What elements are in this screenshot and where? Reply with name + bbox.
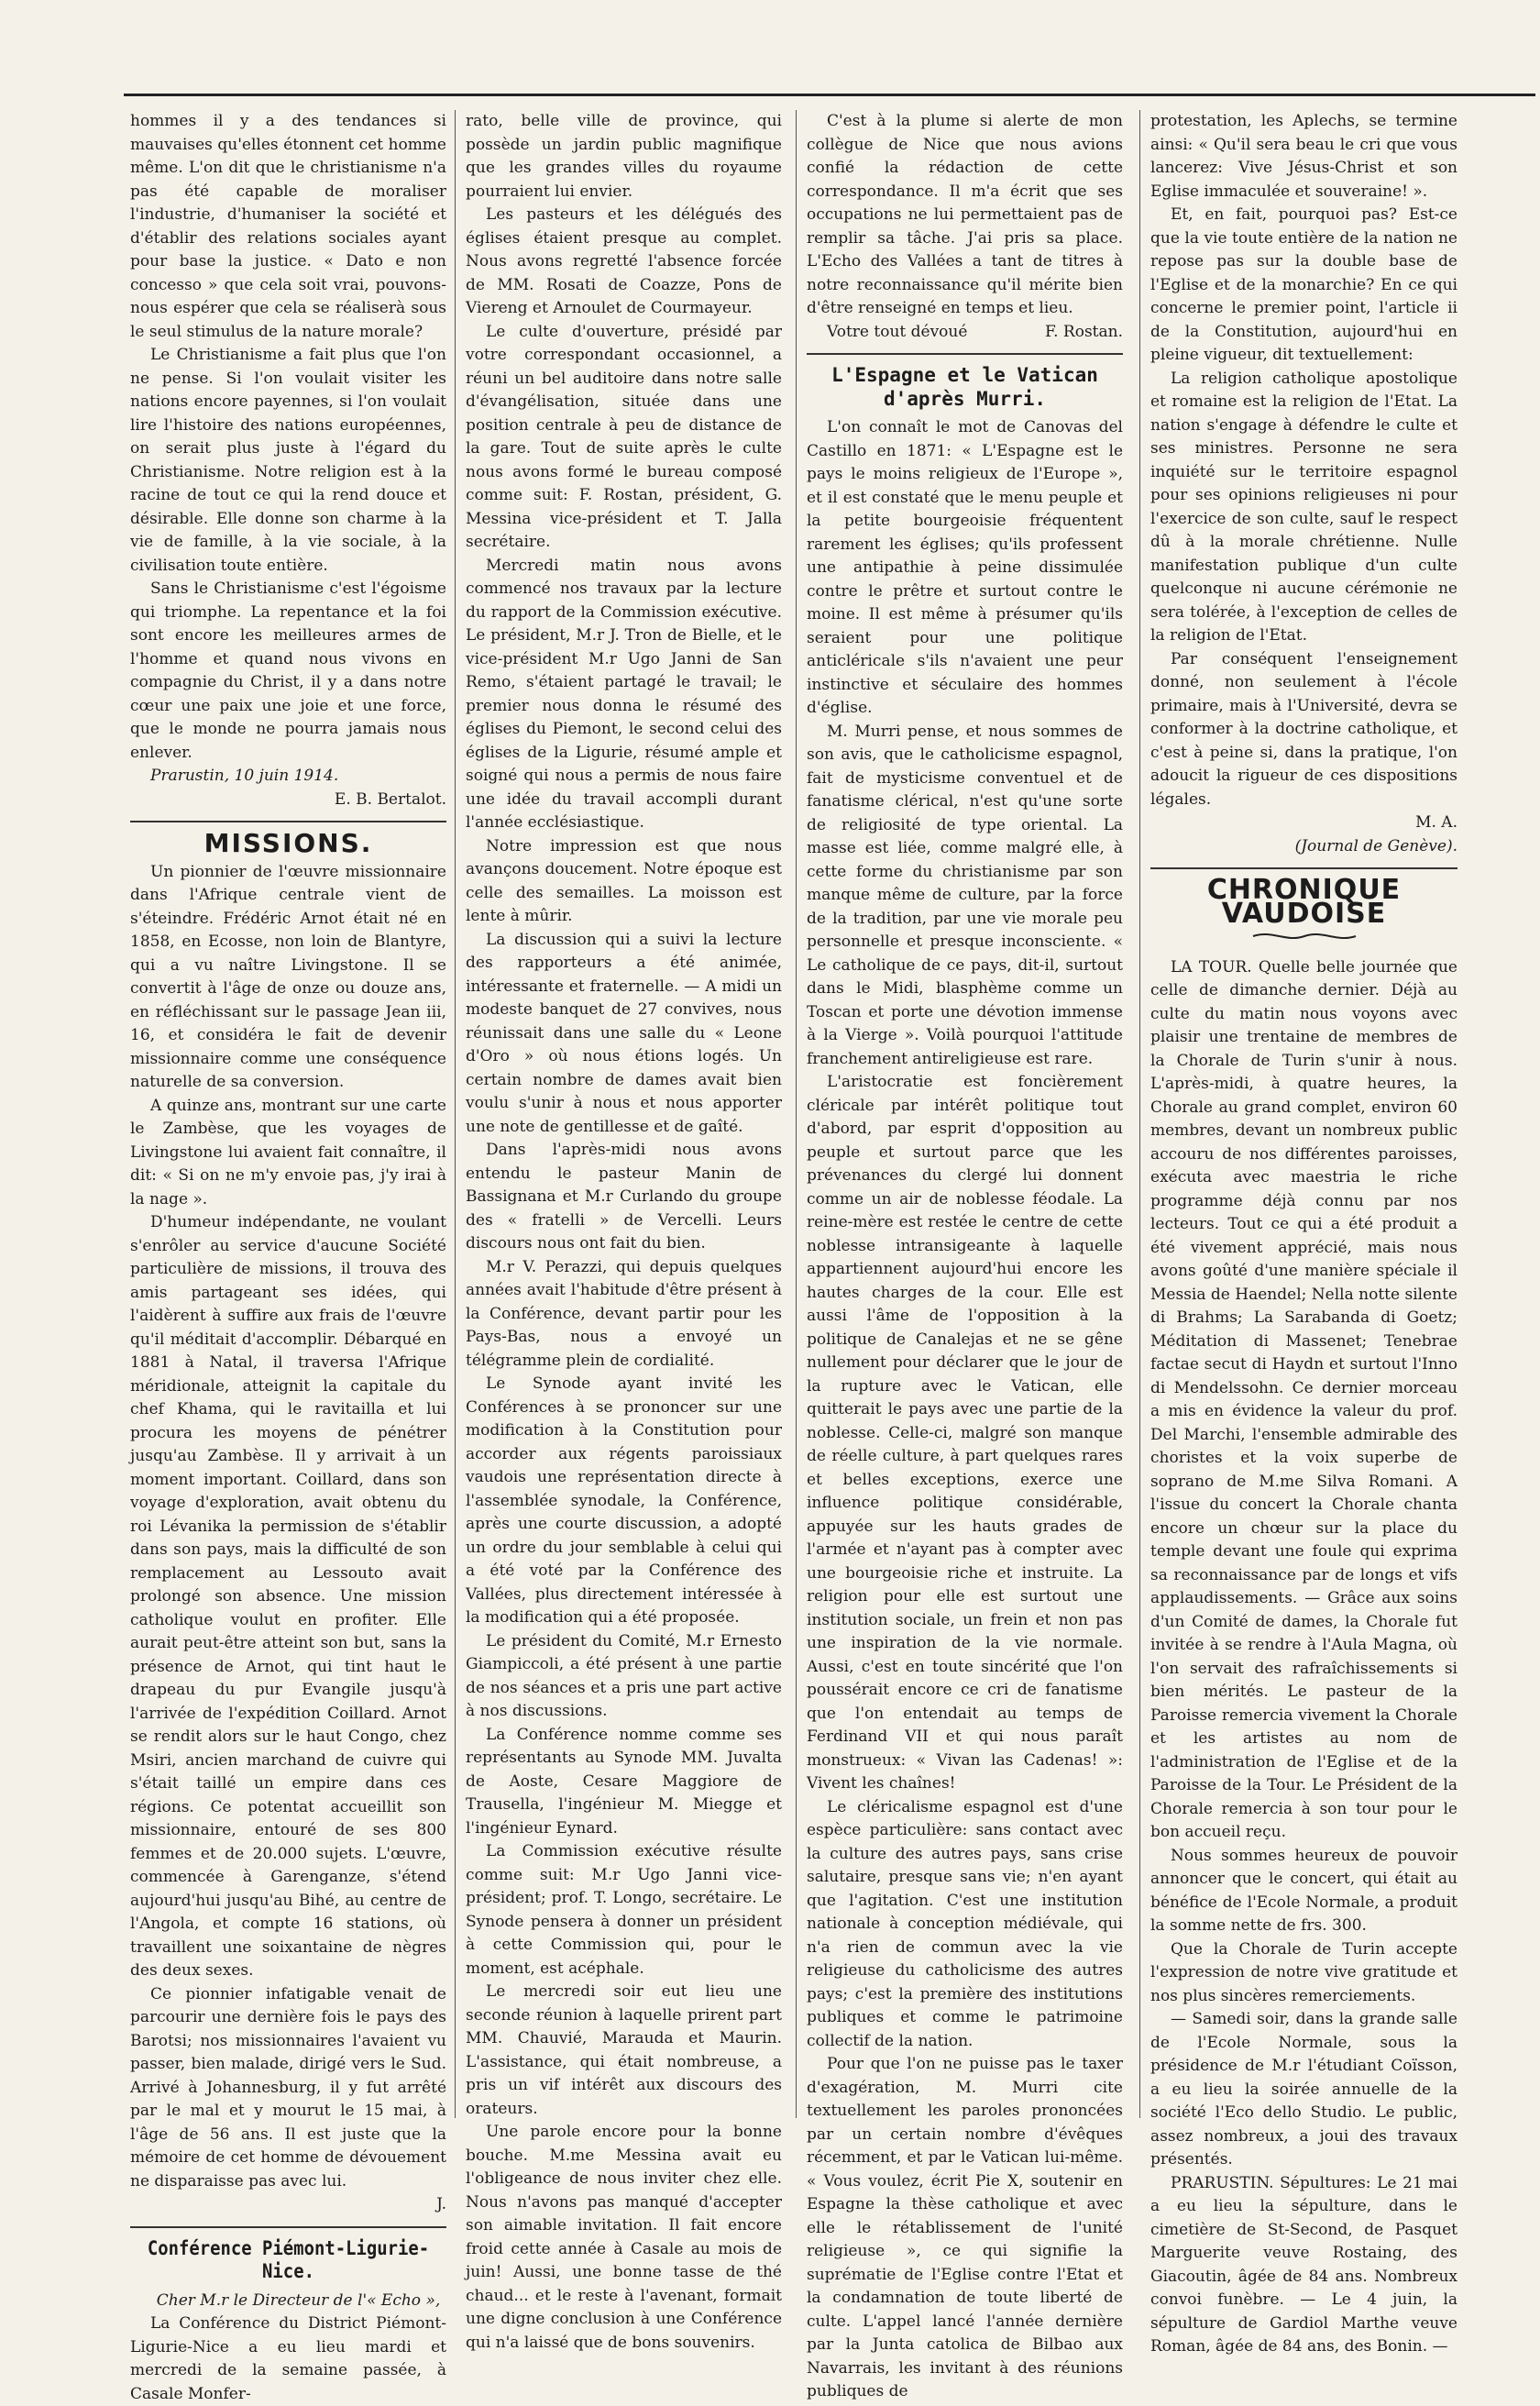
section-rule xyxy=(1150,867,1458,869)
paragraph: Le Christianisme a fait plus que l'on ne pense. Si l'on voulait visiter les nations encore payennes, si l'on voulait lire l'histoire des nations européennes, on serait plus juste à l'égard du Christianisme. Notre religion est à la racine de tout ce qui la rend douce et désirable. Elle donne son charme à la vie de famille, à la vie sociale, à la civilisation toute entière. xyxy=(130,346,446,575)
salutation: Cher M.r le Directeur de l'« Echo », xyxy=(156,2290,441,2310)
paragraph: Le mercredi soir eut lieu une seconde réunion à laquelle prirent part MM. Chauvié, Marauda et Maurin. L'assistance, qui était nombreuse, a pris un vif intérêt aux discours des orateurs. xyxy=(466,1982,782,2118)
paragraph: Le cléricalisme espagnol est d'une espèce particulière: sans contact avec la culture des autres pays, sans crise salutaire, presque sans vie; n'en ayant que l'agitation. C'est une institution nationale à conception médiévale, qui n'a rien de commun avec la vie religieuse du catholicisme des autres pays; c'est la première des institutions publiques et comme le patrimoine collectif de la nation. xyxy=(807,1797,1123,2050)
paragraph: Par conséquent l'enseignement donné, non seulement à l'école primaire, mais à l'Université, devra se conformer à la doctrine catholique, et c'est à peine si, dans la pratique, l'on adoucit la rigueur de ces dispositions légales. xyxy=(1150,649,1458,809)
section-rule xyxy=(130,821,446,822)
paragraph: M.r V. Perazzi, qui depuis quelques années avait l'habitude d'être présent à la Conférence, devant partir pour les Pays-Bas, nous a envoyé un télégramme plein de cordialité. xyxy=(466,1257,782,1370)
paragraph: Le Synode ayant invité les Conférences à se prononcer sur une modification à la Constitution pour accorder aux régents paroissiaux vaudois une représentation directe à l'assemblée synodale, la Conférence, après une courte discussion, a adopté un ordre du jour semblable à celui qui a été voté par la Conférence des Vallées, plus directement intéressée à la modification qui a été proposée. xyxy=(466,1374,782,1627)
paragraph: Et, en fait, pourquoi pas? Est-ce que la vie toute entière de la nation ne repose pas sur la double base de l'Eglise et de la monarchie? En ce qui concerne le premier point, l'article ii de la Constitution, aujourd'hui en pleine vigueur, dit textuellement: xyxy=(1150,205,1458,364)
paragraph: L'aristocratie est foncièrement cléricale par intérêt politique tout d'abord, par esprit d'opposition au peuple et surtout parce que les prévenances du clergé lui donnent comme un air de noblesse féodale. La reine-mère est restée le centre de cette noblesse intransigeante à laquelle appartiennent aujourd'hui encore les hautes charges de la cour. Elle est aussi l'âme de l'opposition à la politique de Canalejas et ne se gêne nullement pour déclarer que le jour de la rupture avec le Vatican, elle quitterait le pays avec une partie de la noblesse. Celle-ci, malgré son manque de réelle culture, à part quelques rares et belles exceptions, exerce une influence politique considérable, appuyée sur les hauts grades de l'armée et n'ayant pas à compter avec une bourgeoisie riche et instruite. La religion pour elle est surtout une institution sociale, un frein et non pas une inspiration de la vie normale. Aussi, c'est en toute sincérité que l'on poussérait encore ce cri de fanatisme que l'on entendait au temps de Ferdinand VII et qui nous paraît monstrueux: « Vivan las Cadenas! »: Vivent les chaînes! xyxy=(807,1073,1123,1793)
paragraph: Une parole encore pour la bonne bouche. M.me Messina avait eu l'obligeance de nous inviter chez elle. Nous n'avons pas manqué d'accepter son aimable invitation. Il fait encore froid cette année à Casale au mois de juin! Aussi, une bonne tasse de thé chaud... et le reste à l'avenant, formait une digne conclusion à une Conférence qui n'a laissé que de bons souvenirs. xyxy=(466,2123,782,2352)
paragraph: Nous sommes heureux de pouvoir annoncer que le concert, qui était au bénéfice de l'Ecole Normale, a produit la somme nette de frs. 300. xyxy=(1150,1846,1458,1935)
top-rule xyxy=(124,94,1535,96)
paragraph: La Conférence du District Piémont-Ligurie-Nice a eu lieu mardi et mercredi de la semaine passée, à Casale Monfer- xyxy=(130,2314,446,2403)
paragraph: Dans l'après-midi nous avons entendu le pasteur Manin de Bassignana et M.r Curlando du groupe des « fratelli » de Vercelli. Leurs discours nous ont fait du bien. xyxy=(466,1141,782,1253)
column-3 xyxy=(807,110,1123,2404)
article-signature: E. B. Bertalot. xyxy=(334,789,446,809)
paragraph: Que la Chorale de Turin accepte l'expression de notre vive gratitude et nos plus sincères remerciements. xyxy=(1150,1939,1458,2005)
paragraph: D'humeur indépendante, ne voulant s'enrôler au service d'aucune Société particulière de missions, il trouva des amis partageant ses idées, qui l'aidèrent à suffire aux frais de l'œuvre qu'il méditait d'accomplir. Débarqué en 1881 à Natal, il traversa l'Afrique méridionale, atteignit la capitale du chef Khama, qui le ravitailla et lui procura les moyens de pénétrer jusqu'au Zambèse. Il y arrivait à un moment important. Coillard, dans son voyage d'exploration, avait obtenu du roi Lévanika la permission de s'établir dans son pays, mais la difficulté de son remplacement au Lessouto avait prolongé son absence. Une mission catholique voulut en profiter. Elle aurait peut-être atteint son but, sans la présence de Arnot, qui tint haut le drapeau du pur Evangile jusqu'à l'arrivée de l'expédition Coillard. Arnot se rendit alors sur le haut Congo, chez Msiri, ancien marchand de cuivre qui s'était taillé un empire dans ces régions. Ce potentat accueillit son missionnaire, entouré de ses 800 femmes et de 20.000 sujets. L'œuvre, commencée à Garenganze, s'étend aujourd'hui jusqu'au Bihé, au centre de l'Angola, et compte 16 stations, où travaillent une soixantaine de nègres des deux sexes. xyxy=(130,1213,446,1980)
article-source: (Journal de Genève). xyxy=(1294,836,1458,855)
paragraph: La Conférence nomme comme ses représentants au Synode MM. Juvalta de Aoste, Cesare Maggiore de Trausella, l'ingénieur M. Miegge et l'ingénieur Eynard. xyxy=(466,1725,782,1838)
paragraph: Mercredi matin nous avons commencé nos travaux par la lecture du rapport de la Commission exécutive. Le président, M.r J. Tron de Bielle, et le vice-président M.r Ugo Janni de San Remo, s'étaient partagé le travail; le premier nous donna le résumé des églises du Piemont, le second celui des églises de la Ligurie, résumé ample et soigné qui nous a permis de nous faire une idée du travail accompli durant l'année ecclésiastique. xyxy=(466,556,782,832)
paragraph: Pour que l'on ne puisse pas le taxer d'exagération, M. Murri cite textuellement les paroles prononcées par un certain nombre d'évêques récemment, et par le Vatican lui-même. « Vous voulez, écrit Pie X, soutenir en Espagne la thèse catholique et avec elle le rétablissement de l'unité religieuse », ce qui signifie la suprématie de l'Eglise contre l'Etat et la condamnation de toute liberté de culte. L'appel lancé l'année dernière par la Junta catolica de Bilbao aux Navarrais, les invitant à des réunions publiques de xyxy=(807,2055,1123,2400)
paragraph: PRARUSTIN. Sépultures: Le 21 mai a eu lieu la sépulture, dans le cimetière de St-Second, de Pasquet Marguerite veuve Rostaing, des Giacoutin, âgée de 84 ans. Nombreux convoi funèbre. — Le 4 juin, la sépulture de Gardiol Marthe veuve Roman, âgée de 84 ans, des Bonin. — xyxy=(1150,2173,1458,2356)
ornament-icon xyxy=(1150,927,1458,951)
column-4 xyxy=(1150,110,1458,2359)
chronique-heading: CHRONIQUE VAUDOISE xyxy=(1206,874,1402,930)
column-divider xyxy=(455,110,456,2118)
closing-line xyxy=(807,321,1123,345)
article-signature: J. xyxy=(436,2195,446,2213)
paragraph: Un pionnier de l'œuvre missionnaire dans l'Afrique centrale vient de s'éteindre. Frédéric Arnot était né en 1858, en Ecosse, non loin de Blantyre, qui a vu naître Livingstone. Il se convertit à l'âge de onze ou douze ans, en réfléchissant sur le passage Jean iii, 16, et considéra le fait de devenir missionnaire comme une conséquence naturelle de sa conversion. xyxy=(130,862,446,1091)
article-date: Prarustin, 10 juin 1914. xyxy=(150,767,339,785)
paragraph: Le culte d'ouverture, présidé par votre correspondant occasionnel, a réuni un bel auditoire dans notre salle d'évangélisation, située dans une position centrale à peu de distance de la gare. Tout de suite après le culte nous avons formé le bureau composé comme suit: F. Rostan, président, G. Messina vice-président et T. Jalla secrétaire. xyxy=(466,322,782,551)
conference-heading: Conférence Piémont-Ligurie-Nice. xyxy=(147,2236,430,2282)
paragraph: La discussion qui a suivi la lecture des rapporteurs a été animée, intéressante et fraternelle. — A midi un modeste banquet de 27 convives, nous réunissait dans une salle du « Leone d'Oro » où nous étions logés. Un certain nombre de dames avait bien voulu s'unir à nous et nous apporter une note de gentillesse et de gaîté. xyxy=(466,930,782,1136)
column-2 xyxy=(466,110,782,2355)
spain-vatican-heading: L'Espagne et le Vatican d'après Murri. xyxy=(831,364,1098,410)
paragraph: Notre impression est que nous avançons doucement. Notre époque est celle des semailles. La moisson est lente à mûrir. xyxy=(466,836,782,925)
column-divider xyxy=(1139,110,1140,2118)
article-signature: M. A. xyxy=(1415,813,1458,832)
paragraph: Ce pionnier infatigable venait de parcourir une dernière fois le pays des Barotsi; nos missionnaires l'avaient vu passer, bien malade, dirigé vers le Sud. Arrivé à Johannesburg, il y fut arrêté par le mal et y mourut le 15 mai, à l'âge de 56 ans. Il est juste que la mémoire de cet homme de dévouement ne disparaisse pas avec lui. xyxy=(130,1984,446,2191)
paragraph: rato, belle ville de province, qui possède un jardin public magnifique que les grandes villes du royaume pourraient lui envier. xyxy=(466,112,782,201)
closing-signature: F. Rostan. xyxy=(1044,322,1123,341)
paragraph: A quinze ans, montrant sur une carte le Zambèse, que les voyages de Livingstone lui avaient fait connaître, il dit: « Si on ne m'y envoie pas, j'y irai à la nage ». xyxy=(130,1096,446,1209)
paragraph: La Commission exécutive résulte comme suit: M.r Ugo Janni vice-président; prof. T. Longo, secrétaire. Le Synode pensera à donner un président à cette Commission qui, pour le moment, est acéphale. xyxy=(466,1842,782,1978)
section-rule xyxy=(807,353,1123,355)
column-1 xyxy=(130,110,446,2406)
paragraph: La religion catholique apostolique et romaine est la religion de l'Etat. La nation s'engage à défendre le culte et ses ministres. Personne ne sera inquiété sur le territoire espagnol pour ses opinions religieuses ni pour l'exercice de son culte, sauf le respect dû à la morale chrétienne. Nulle manifestation publique d'un culte quelconque ni aucune cérémonie ne sera tolérée, à l'exception de celles de la religion de l'Etat. xyxy=(1150,369,1458,645)
paragraph: Les pasteurs et les délégués des églises étaient presque au complet. Nous avons regretté l'absence forcée de MM. Rosati de Coazze, Pons de Viereng et Arnoulet de Courmayeur. xyxy=(466,205,782,317)
paragraph: protestation, les Aplechs, se termine ainsi: « Qu'il sera beau le cri que vous lancerez: Vive Jésus-Christ et son Eglise immaculée et souveraine! ». xyxy=(1150,112,1458,201)
paragraph: hommes il y a des tendances si mauvaises qu'elles étonnent cet homme même. L'on dit que le christianisme n'a pas été capable de moraliser l'industrie, d'humaniser la société et d'établir des relations sociales ayant pour base la justice. « Dato e non concesso » que cela soit vrai, pouvons-nous espérer que cela se réaliserà sous le seul stimulus de la nature morale? xyxy=(130,112,446,341)
paragraph: C'est à la plume si alerte de mon collègue de Nice que nous avions confié la rédaction de cette correspondance. Il m'a écrit que ses occupations ne lui permettaient pas de remplir sa tâche. J'ai pris sa place. L'Echo des Vallées a tant de titres à notre reconnaissance qu'il mérite bien d'être renseigné en temps et lieu. xyxy=(807,112,1123,317)
column-divider xyxy=(796,110,797,2118)
paragraph: Sans le Christianisme c'est l'égoisme qui triomphe. La repentance et la foi sont encore les meilleures armes de l'homme et quand nous vivons en compagnie du Christ, il y a dans notre cœur une paix une joie et une force, que le monde ne pourra jamais nous enlever. xyxy=(130,579,446,762)
paragraph: LA TOUR. Quelle belle journée que celle de dimanche dernier. Déjà au culte du matin nous voyons avec plaisir une trentaine de membres de la Chorale de Turin s'unir à nous. L'après-midi, à quatre heures, la Chorale au grand complet, environ 60 membres, devant un nombreux public accouru de nos différentes paroisses, exécuta avec maestria le riche programme déjà connu par nos lecteurs. Tout ce qui a été produit a été vivement apprécié, mais nous avons goûté d'une manière spéciale il Messia de Haendel; Nella notte silente di Brahms; La Sarabanda di Goetz; Méditation di Massenet; Tenebrae factae secut di Haydn et surtout l'Inno di Mendelssohn. Ce dernier morceau a mis en évidence la valeur du prof. Del Marchi, l'ensemble admirable des choristes et la voix superbe de soprano de M.me Silva Romani. A l'issue du concert la Chorale chanta encore un chœur sur la place du temple devant une foule qui exprima sa reconnaissance par de longs et vifs applaudissements. — Grâce aux soins d'un Comité de dames, la Chorale fut invitée à se rendre à l'Aula Magna, où l'on servait des rafraîchissements si bien mérités. Le pasteur de la Paroisse remercia vivement la Chorale et les artistes au nom de l'administration de l'Eglise et de la Paroisse de la Tour. Le Président de la Chorale remercia à son tour pour le bon accueil reçu. xyxy=(1150,957,1458,1841)
section-rule xyxy=(130,2226,446,2228)
paragraph: L'on connaît le mot de Canovas del Castillo en 1871: « L'Espagne est le pays le moins religieux de l'Europe », et il est constaté que le menu peuple et la petite bourgeoisie fréquentent rarement les églises; qu'ils professent une antipathie à peine dissimulée contre le prêtre et surtout contre le moine. Il est même à présumer qu'ils seraient pour une politique anticléricale s'ils n'avaient une peur instinctive et séculaire des hommes d'église. xyxy=(807,418,1123,717)
missions-heading: MISSIONS. xyxy=(204,828,373,858)
paragraph: — Samedi soir, dans la grande salle de l'Ecole Normale, sous la présidence de M.r l'étudiant Coïsson, a eu lieu la soirée annuelle de la société l'Eco dello Studio. Le public, assez nombreux, a joui des travaux présentés. xyxy=(1150,2010,1458,2169)
paragraph: Le président du Comité, M.r Ernesto Giampiccoli, a été présent à une partie de nos séances et a pris une part active à nos discussions. xyxy=(466,1631,782,1720)
paragraph: M. Murri pense, et nous sommes de son avis, que le catholicisme espagnol, fait de mysticisme conventuel et de fanatisme clérical, n'est qu'une sorte de religiosité de type oriental. La masse est liée, comme malgré elle, à cette forme du christianisme par son manque même de culture, par la force de la tradition, par une vie morale peu personnelle et presque inconsciente. « Le catholique de ce pays, dit-il, surtout dans le Midi, blasphème comme un Toscan et porte une dévotion immense à la Vierge ». Voilà pourquoi l'attitude franchement antireligieuse est rare. xyxy=(807,722,1123,1068)
closing-text: Votre tout dévoué xyxy=(827,322,968,341)
